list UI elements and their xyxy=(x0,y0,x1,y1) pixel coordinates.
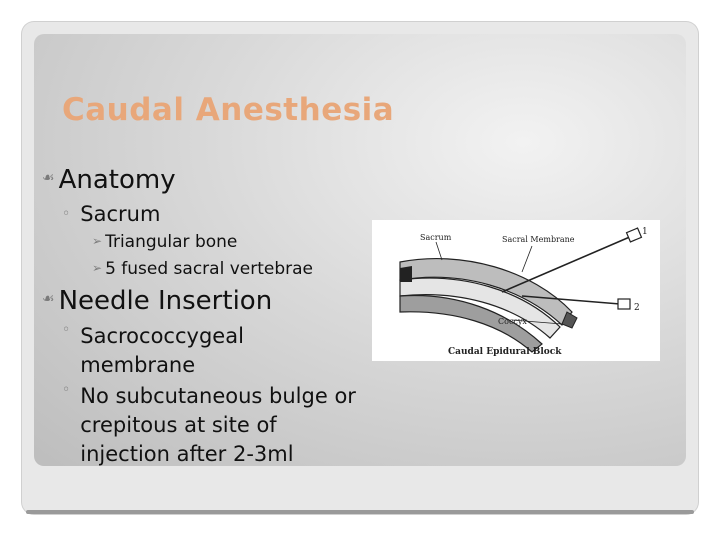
bullet-marker-icon: ☙ xyxy=(42,291,55,307)
bullet-text: Needle Insertion xyxy=(58,286,273,316)
label-sacral-membrane: Sacral Membrane xyxy=(502,235,575,244)
label-needle-1: 1 xyxy=(642,227,648,237)
bullet-triangular-bone xyxy=(92,232,237,252)
label-sacrum: Sacrum xyxy=(420,233,452,242)
bullet-text: 5 fused sacral vertebrae xyxy=(105,259,313,279)
bullet-arrow-icon: ➢ xyxy=(92,261,103,275)
caudal-block-illustration xyxy=(372,220,660,361)
bullet-anatomy xyxy=(42,165,176,195)
bullet-sacrum xyxy=(62,202,160,226)
bullet-text: Sacrococcygeal membrane xyxy=(80,324,244,377)
caudal-block-figure xyxy=(372,220,660,361)
bullet-circle-icon: ◦ xyxy=(62,382,71,398)
needle-1 xyxy=(502,236,632,292)
membrane-pointer xyxy=(522,246,532,272)
bullet-circle-icon: ◦ xyxy=(62,322,71,338)
bullet-circle-icon: ◦ xyxy=(62,206,71,222)
bullet-needle-insertion xyxy=(42,286,272,316)
figure-caption: Caudal Epidural Block xyxy=(448,347,562,357)
slide-title: Caudal Anesthesia xyxy=(62,92,395,128)
label-needle-2: 2 xyxy=(634,303,640,313)
spinal-tip-shape xyxy=(400,266,412,282)
bullet-marker-icon: ☙ xyxy=(42,170,55,186)
bullet-arrow-icon: ➢ xyxy=(92,234,103,248)
bullet-membrane xyxy=(62,322,330,380)
bottom-rule xyxy=(26,510,694,514)
label-coccyx: Coccyx xyxy=(498,317,527,326)
bullet-text: Sacrum xyxy=(80,202,161,226)
bullet-text: Triangular bone xyxy=(105,232,238,252)
bullet-no-bulge xyxy=(62,382,370,469)
needle-2-hub xyxy=(618,299,630,309)
bullet-text: Anatomy xyxy=(58,165,176,195)
needle-1-hub xyxy=(627,228,642,242)
bullet-fused-vertebrae xyxy=(92,259,313,279)
bullet-text: No subcutaneous bulge or crepitous at site of injection after 2-3ml xyxy=(80,384,356,466)
sacrum-pointer xyxy=(436,242,442,260)
